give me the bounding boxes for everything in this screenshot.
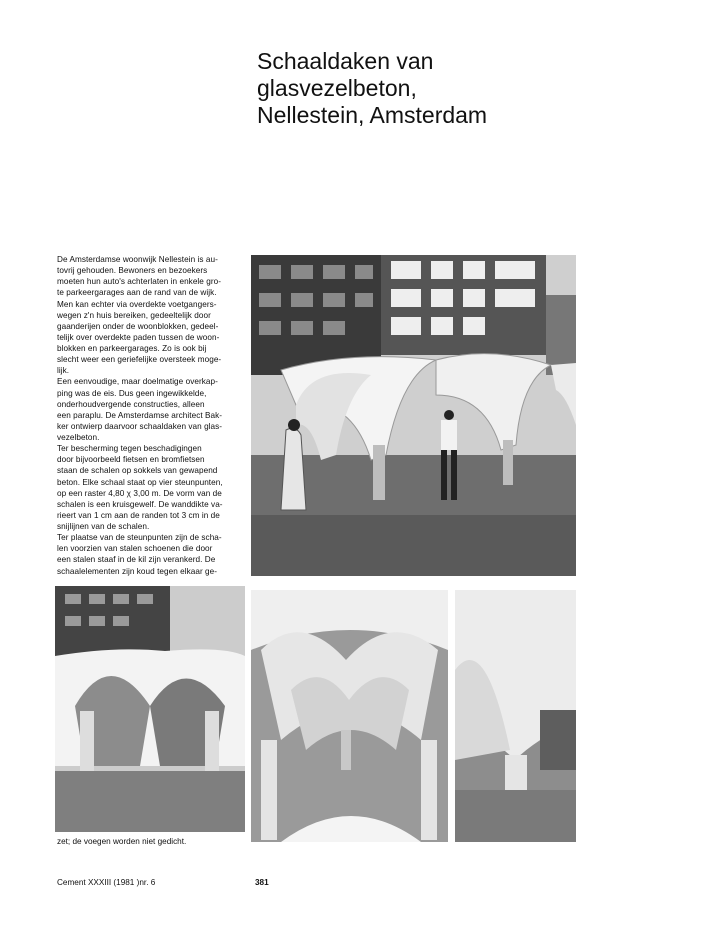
article-line: beton. Elke schaal staat op vier steunpunten, [57,477,223,487]
article-line: een stalen staaf in de kil zijn verankerd. De [57,555,216,565]
article-body [57,254,244,577]
article-line: De Amsterdamse woonwijk Nellestein is au- [57,255,218,264]
article-line: wegen z'n huis bereiken, gedeeltelijk door [57,310,211,320]
article-line: Een eenvoudige, maar doelmatige overkap- [57,377,218,387]
article-line: rieert van 1 cm aan de randen tot 3 cm in de [57,510,220,520]
article-line: op een raster 4,80 χ 3,00 m. De vorm van de [57,488,222,498]
photo-shell-roof-support [455,590,576,842]
article-line: len voorzien van stalen schoenen die door [57,544,213,554]
photo-shell-roofs-walkway [55,586,245,832]
article-line: staan de schalen op sokkels van gewapend [57,466,218,476]
title-line-1: Schaaldaken van [257,48,434,74]
article-line: gaanderijen onder de woonblokken, gedeel- [57,321,219,331]
article-line: ping was de eis. Dus geen ingewikkelde, [57,388,207,398]
article-line: moeten hun auto's achterlaten in enkele gro- [57,277,221,287]
article-line: slecht weer een geriefelijke oversteek moge- [57,355,222,365]
title-line-3: Nellestein, Amsterdam [257,102,488,128]
article-line: tovrij gehouden. Bewoners en bezoekers [57,266,208,276]
article-line: snijlijnen van de schalen. [57,522,150,531]
article-line: te parkeergarages aan de rand van de wijk. [57,288,217,298]
page-number: 381 [255,878,269,887]
article-line: telijk over overdekte paden tussen de woon- [57,332,220,342]
photo-shell-roofs-exterior [251,255,576,576]
article-line: Ter bescherming tegen beschadigingen [57,444,202,454]
article-line: een paraplu. De Amsterdamse architect Bak- [57,410,223,420]
article-line: lijk. [57,366,70,376]
article-line: ker ontwierp daarvoor schaaldaken van glas- [57,421,223,431]
article-line: blokken en parkeergarages. Zo is ook bij [57,344,207,353]
title-line-2: glasvezelbeton, [257,75,417,101]
article-line: Ter plaatse van de steunpunten zijn de scha- [57,533,222,543]
article-line: door bijvoorbeeld fietsen en bromfietsen [57,455,205,465]
page-title [257,48,577,129]
article-line: Men kan echter via overdekte voetgangers- [57,299,217,309]
article-line: vezelbeton. [57,433,100,442]
article-line: schalen is een kruisgewelf. De wanddikte va- [57,499,223,509]
photo-shell-roofs-underside [251,590,448,842]
article-line: schaalelementen zijn koud tegen elkaar ge- [57,566,218,576]
article-line: onderhoudvergende constructies, alleen [57,399,205,409]
journal-reference: Cement XXXIII (1981 )nr. 6 [57,878,156,887]
article-continuation: zet; de voegen worden niet gedicht. [57,837,187,846]
